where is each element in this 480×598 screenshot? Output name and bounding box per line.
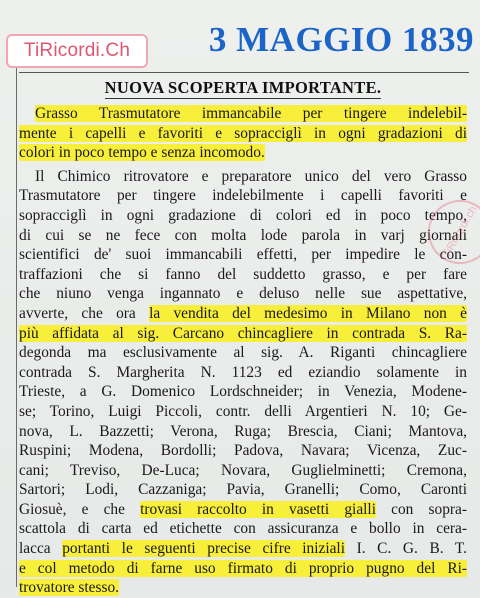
highlighted-text: e col metodo di farne uso firmato di proprio pugno del Ri- xyxy=(19,559,467,577)
highlighted-text: portanti le seguenti precise cifre iniziali xyxy=(62,540,345,558)
highlighted-text: la vendita del medesimo in Milano non è xyxy=(149,304,467,322)
line-text: che niuno venga ingannato e deluso nelle sue aspettative, xyxy=(19,285,467,303)
article-line xyxy=(19,104,467,124)
article-line xyxy=(19,382,467,402)
line-text: Ruspini; Modena, Bordolli; Padova, Navara; Vicenza, Zuc- xyxy=(19,442,467,460)
line-text: scattola di carta ed etichette con assicuranza e bollo in cera- xyxy=(19,520,467,538)
article-line xyxy=(19,124,467,144)
article-title-text: NUOVA SCOPERTA IMPORTANTE. xyxy=(104,78,382,97)
watermark-text: TiRicordi.ch xyxy=(440,204,480,260)
line-text: nova, L. Bazzetti; Verona, Ruga; Brescia, Ciani; Mantova, xyxy=(19,422,467,440)
line-text: se; Torino, Luigi Piccoli, contr. delli Argentieri N. 10; Ge- xyxy=(19,402,467,420)
line-text: Trasmutatore per tingere indelebilmente i capelli favoriti e xyxy=(19,187,467,205)
article-line xyxy=(19,402,467,422)
top-rule xyxy=(19,72,469,73)
article-line xyxy=(19,324,467,344)
article-line xyxy=(19,304,467,324)
article-line xyxy=(19,422,467,442)
line-text: degonda ma esclusivamente al sig. A. Riganti chincagliere xyxy=(19,344,467,362)
article-line xyxy=(19,226,467,246)
line-text: contrada S. Margherita N. 1123 ed eziandio solamente in xyxy=(19,363,467,381)
article-line xyxy=(19,500,467,520)
line-text: Sartori; Lodi, Cazzaniga; Pavia, Granelli; Como, Caronti xyxy=(19,481,467,499)
article-line xyxy=(19,245,467,265)
highlighted-text: trovasi raccolto in vasetti gialli xyxy=(140,500,376,518)
line-text: Il Chimico ritrovatore e preparatore unico del vero Grasso xyxy=(35,167,467,185)
site-logo[interactable]: TiRicordi.Ch xyxy=(6,34,148,68)
line-text: Trieste, a G. Domenico Lordschneider; in Venezia, Modene- xyxy=(19,383,467,401)
article-line xyxy=(19,461,467,481)
highlighted-text: più affidata al sig. Carcano chincagliere in contrada S. Ra- xyxy=(19,324,467,342)
article-line xyxy=(19,559,467,579)
highlighted-text: colori in poco tempo e senza incomodo. xyxy=(19,144,265,162)
line-text: con sopra- xyxy=(376,500,467,518)
article-line xyxy=(19,343,467,363)
article-line xyxy=(19,363,467,383)
article-title xyxy=(17,78,469,98)
date-heading: 3 MAGGIO 1839 xyxy=(208,20,474,59)
line-text: cani; Treviso, De-Luca; Novara, Guglielminetti; Cremona, xyxy=(19,461,467,479)
article-line xyxy=(19,265,467,285)
line-text: avverte, che ora xyxy=(19,304,150,322)
line-text: di cui se ne fece con molta lode parola in varj giornali xyxy=(19,226,467,244)
line-text: sopracciglì in ogni gradazione di colori ed in poco tempo, xyxy=(19,206,467,224)
article-line xyxy=(19,480,467,500)
article-line xyxy=(19,539,467,559)
line-text: scientifici de' suoi immancabili effetti, per impedire le con- xyxy=(19,246,467,264)
line-text: lacca xyxy=(19,540,63,558)
highlighted-text: trovatore stesso. xyxy=(19,579,120,597)
article-line xyxy=(19,578,467,598)
article-line xyxy=(19,206,467,226)
newspaper-clipping xyxy=(16,68,469,597)
article-line xyxy=(19,441,467,461)
line-text: I. C. G. B. T. xyxy=(345,540,467,558)
highlighted-text: mente i capelli e favoriti e sopracciglì in ogni gradazioni di xyxy=(19,124,467,142)
article-line xyxy=(19,143,467,163)
article-line xyxy=(19,284,467,304)
line-text: Giosuè, e che xyxy=(19,500,141,518)
article-line xyxy=(19,167,467,187)
article-line xyxy=(19,186,467,206)
highlighted-text: Grasso Trasmutatore immancabile per tingere indelebil- xyxy=(35,105,467,122)
line-text: traffazioni che si fanno del suddetto grasso, e per fare xyxy=(19,265,467,283)
article-body xyxy=(19,104,467,598)
article-line xyxy=(19,519,467,539)
